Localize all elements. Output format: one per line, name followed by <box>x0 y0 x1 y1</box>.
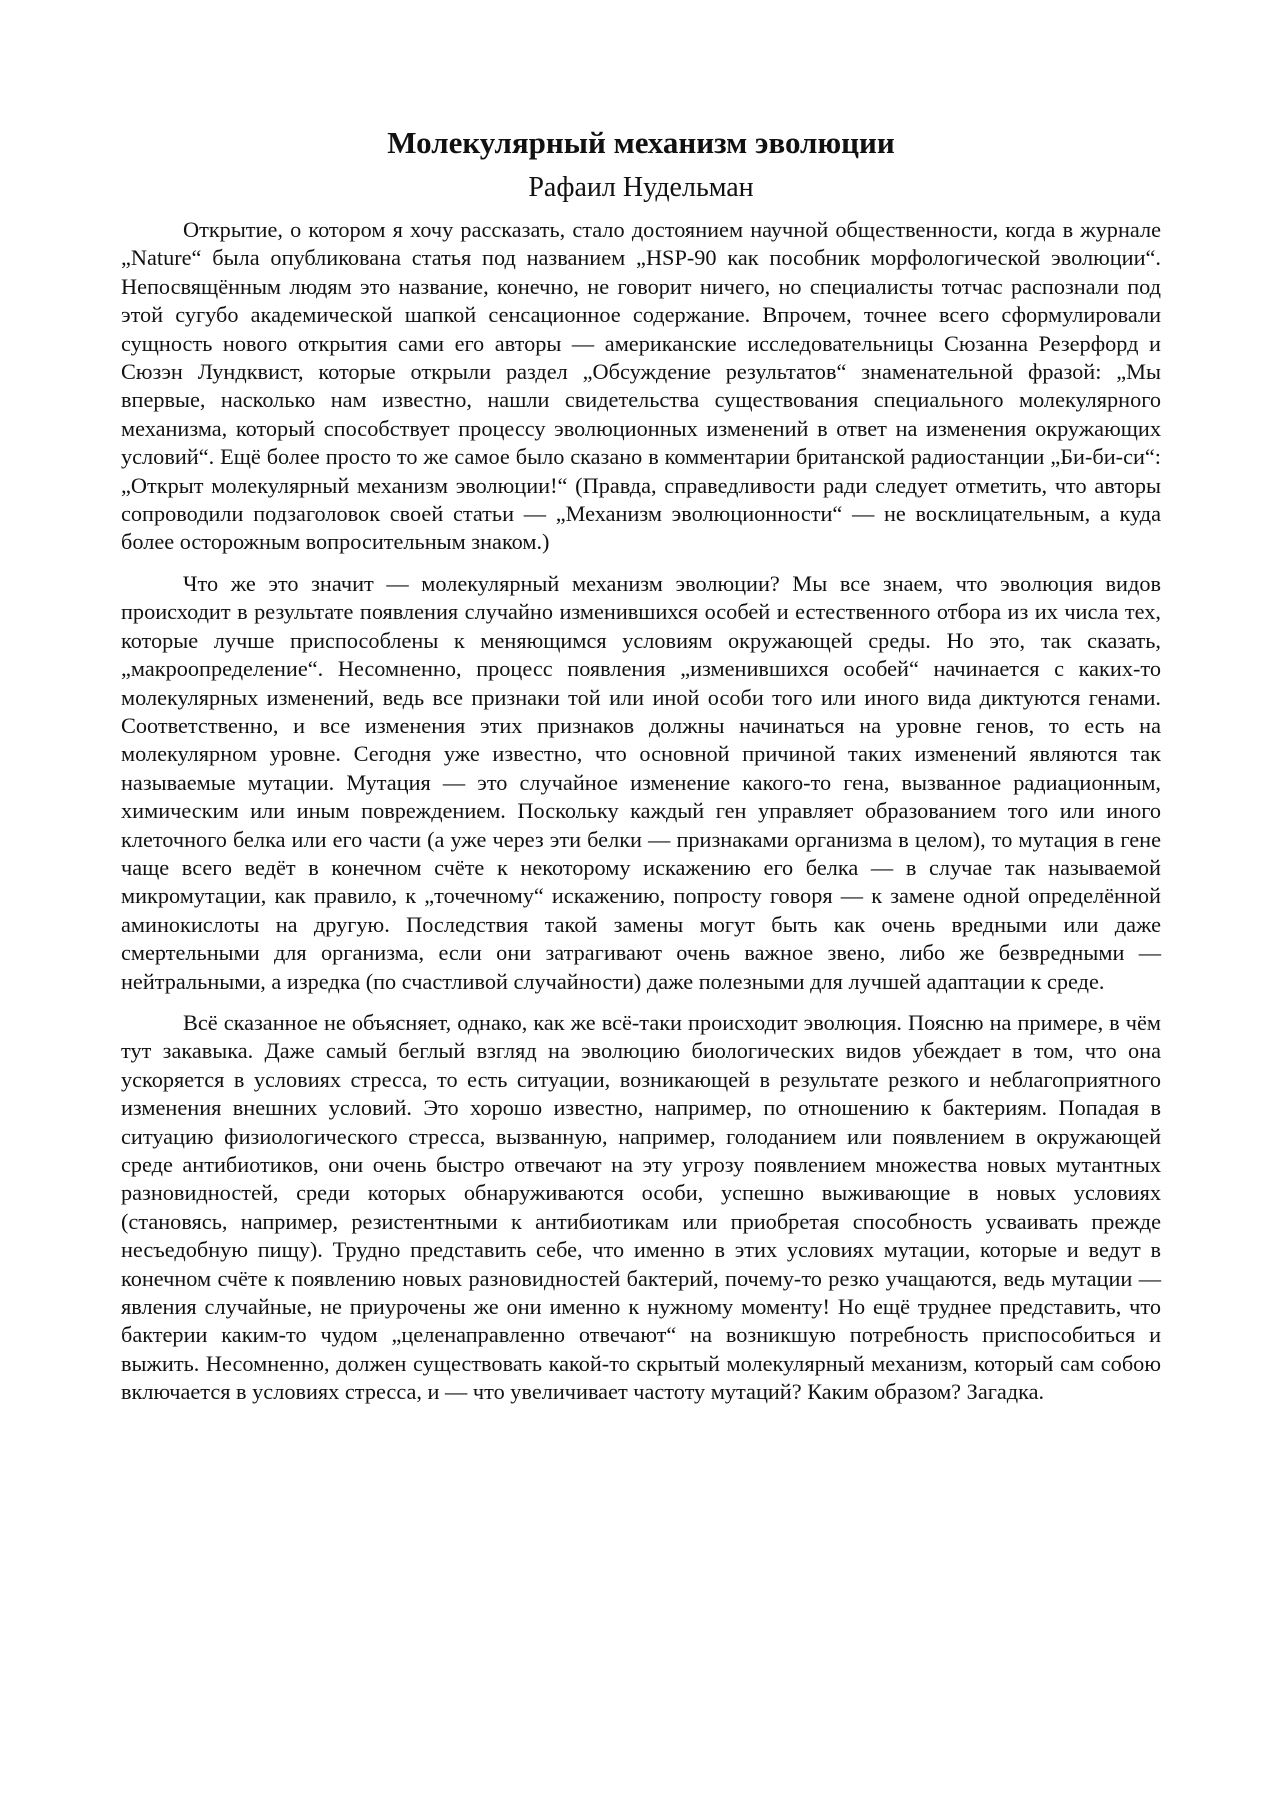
paragraph-2: Что же это значит — молекулярный механизм эволюции? Мы все знаем, что эволюция видов происходит в результате появления случайно изменившихся особей и естественного отбора из их числа тех, которые лучше приспособлены к меняющимся условиям окружающей среды. Но это, так сказать, „макроопределение“. Несомненно, процесс появления „изменившихся особей“ начинается с каких-то молекулярных изменений, ведь все признаки той или иной особи того или иного вида диктуются генами. Соответственно, и все изменения этих признаков должны начинаться на уровне генов, то есть на молекулярном уровне. Сегодня уже известно, что основной причиной таких изменений являются так называемые мутации. Мутация — это случайное изменение какого-то гена, вызванное радиационным, химическим или иным повреждением. Поскольку каждый ген управляет образованием того или иного клеточного белка или его части (а уже через эти белки — признаками организма в целом), то мутация в гене чаще всего ведёт в конечном счёте к некоторому искажению его белка — в случае так называемой микромутации, как правило, к „точечному“ искажению, попросту говоря — к замене одной определённой аминокислоты на другую. Последствия такой замены могут быть как очень вредными или даже смертельными для организма, если они затрагивают очень важное звено, либо же безвредными — нейтральными, а изредка (по счастливой случайности) даже полезными для лучшей адаптации к среде. <box>121 570 1161 994</box>
page-title: Молекулярный механизм эволюции <box>387 125 895 160</box>
author-name: Рафаил Нудельман <box>528 172 754 203</box>
paragraph-1: Открытие, о котором я хочу рассказать, стало достоянием научной общественности, когда в журнале „Nature“ была опубликована статья под названием „HSP-90 как пособник морфологической эволюции“. Непосвящённым людям это название, конечно, не говорит ничего, но специалисты тотчас распознали под этой сугубо академической шапкой сенсационное содержание. Впрочем, точнее всего сформулировали сущность нового открытия сами его авторы — американские исследовательницы Сюзанна Резерфорд и Сюзэн Лундквист, которые открыли раздел „Обсуждение результатов“ знаменательной фразой: „Мы впервые, насколько нам известно, нашли свидетельства существования специального молекулярного механизма, который способствует процессу эволюционных изменений в ответ на изменения окружающих условий“. Ещё более просто то же самое было сказано в комментарии британской радиостанции „Би-би-си“: „Открыт молекулярный механизм эволюции!“ (Правда, справедливости ради следует отметить, что авторы сопроводили подзаголовок своей статьи — „Механизм эволюционности“ — не восклицательным, а куда более осторожным вопросительным знаком.) <box>121 217 1161 555</box>
paragraph-3: Всё сказанное не объясняет, однако, как же всё-таки происходит эволюция. Поясню на примере, в чём тут закавыка. Даже самый беглый взгляд на эволюцию биологических видов убеждает в том, что она ускоряется в условиях стресса, то есть ситуации, возникающей в результате резкого и неблагоприятного изменения внешних условий. Это хорошо известно, например, по отношению к бактериям. Попадая в ситуацию физиологического стресса, вызванную, например, голоданием или появлением в окружающей среде антибиотиков, они очень быстро отвечают на эту угрозу появлением множества новых мутантных разновидностей, среди которых обнаруживаются особи, успешно выживающие в новых условиях (становясь, например, резистентными к антибиотикам или приобретая способность усваивать прежде несъедобную пищу). Трудно представить себе, что именно в этих условиях мутации, которые и ведут в конечном счёте к появлению новых разновидностей бактерий, почему-то резко учащаются, ведь мутации — явления случайные, не приурочены же они именно к нужному моменту! Но ещё труднее представить, что бактерии каким-то чудом „целенаправленно отвечают“ на возникшую потребность приспособиться и выжить. Несомненно, должен существовать какой-то скрытый молекулярный механизм, который сам собою включается в условиях стресса, и — что увеличивает частоту мутаций? Каким образом? Загадка. <box>121 1009 1161 1405</box>
document-page <box>121 120 1161 1420</box>
